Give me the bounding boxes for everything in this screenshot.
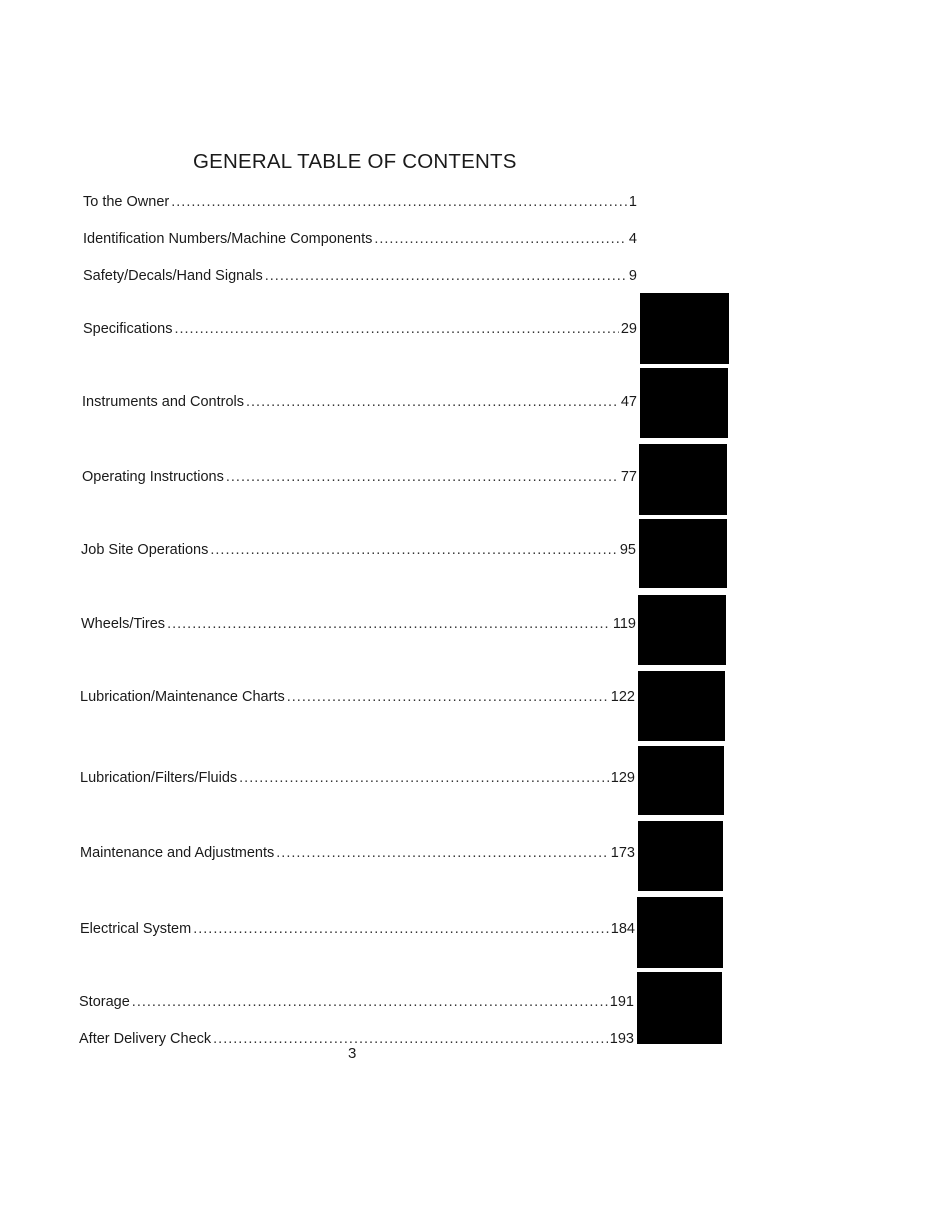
toc-leader-dots xyxy=(193,920,609,938)
toc-leader-dots xyxy=(174,320,618,338)
toc-entry-page: 129 xyxy=(610,770,635,786)
toc-entry-page: 119 xyxy=(612,616,636,632)
toc-entry-to-the-owner[interactable] xyxy=(83,193,637,211)
page-number: 3 xyxy=(348,1045,357,1062)
toc-entry-label: Wheels/Tires xyxy=(81,616,166,632)
toc-entry-page: 122 xyxy=(610,689,635,705)
toc-entry-page: 95 xyxy=(619,542,636,558)
toc-entry-page: 29 xyxy=(620,321,637,337)
toc-leader-dots xyxy=(213,1030,608,1048)
toc-entry-electrical-system[interactable] xyxy=(80,920,635,938)
index-tab-storage[interactable] xyxy=(637,972,722,1044)
toc-leader-dots xyxy=(374,230,627,248)
toc-entry-page: 77 xyxy=(620,469,637,485)
toc-entry-identification-numbers[interactable] xyxy=(83,230,637,248)
index-tab-instruments-and-controls[interactable] xyxy=(640,368,728,438)
toc-leader-dots xyxy=(246,393,619,411)
toc-entry-label: Lubrication/Maintenance Charts xyxy=(80,689,285,705)
toc-leader-dots xyxy=(226,468,619,486)
toc-entry-label: After Delivery Check xyxy=(79,1031,212,1047)
toc-entry-page: 193 xyxy=(609,1031,634,1047)
index-tab-wheels-tires[interactable] xyxy=(638,595,726,665)
toc-entry-label: Operating Instructions xyxy=(82,469,224,485)
toc-entry-label: Job Site Operations xyxy=(81,542,209,558)
toc-entry-specifications[interactable] xyxy=(83,320,637,338)
toc-entry-page: 191 xyxy=(609,994,634,1010)
toc-entry-maintenance-and-adjustments[interactable] xyxy=(80,844,635,862)
toc-entry-lubrication-filters-fluids[interactable] xyxy=(80,769,635,787)
toc-entry-safety[interactable] xyxy=(83,267,637,285)
toc-leader-dots xyxy=(132,993,608,1011)
toc-leader-dots xyxy=(210,541,618,559)
index-tab-job-site-operations[interactable] xyxy=(639,519,727,588)
toc-entry-after-delivery-check[interactable] xyxy=(79,1030,634,1048)
toc-entry-page: 1 xyxy=(628,194,637,210)
toc-entry-label: Identification Numbers/Machine Components xyxy=(83,231,373,247)
toc-entry-label: Safety/Decals/Hand Signals xyxy=(83,268,263,284)
toc-entry-job-site-operations[interactable] xyxy=(81,541,636,559)
toc-entry-wheels-tires[interactable] xyxy=(81,615,636,633)
toc-leader-dots xyxy=(287,688,609,706)
index-tab-lubrication-maintenance-charts[interactable] xyxy=(638,671,725,741)
index-tab-electrical-system[interactable] xyxy=(637,897,723,968)
index-tab-operating-instructions[interactable] xyxy=(639,444,727,515)
toc-entry-label: Electrical System xyxy=(80,921,192,937)
toc-leader-dots xyxy=(167,615,611,633)
toc-entry-label: Instruments and Controls xyxy=(82,394,244,410)
toc-leader-dots xyxy=(171,193,627,211)
toc-entry-label: Storage xyxy=(79,994,130,1010)
toc-entry-label: Specifications xyxy=(83,321,173,337)
toc-entry-page: 9 xyxy=(628,268,637,284)
toc-entry-page: 4 xyxy=(628,231,637,247)
toc-entry-label: Lubrication/Filters/Fluids xyxy=(80,770,238,786)
toc-entry-storage[interactable] xyxy=(79,993,634,1011)
toc-leader-dots xyxy=(276,844,609,862)
page-title: GENERAL TABLE OF CONTENTS xyxy=(193,150,517,173)
toc-leader-dots xyxy=(265,267,627,285)
toc-entry-label: Maintenance and Adjustments xyxy=(80,845,275,861)
toc-entry-instruments-and-controls[interactable] xyxy=(82,393,637,411)
toc-entry-lubrication-maintenance-charts[interactable] xyxy=(80,688,635,706)
toc-entry-page: 47 xyxy=(620,394,637,410)
index-tab-lubrication-filters-fluids[interactable] xyxy=(638,746,724,815)
index-tab-specifications[interactable] xyxy=(640,293,729,364)
index-tab-maintenance-and-adjustments[interactable] xyxy=(638,821,723,891)
toc-entry-page: 173 xyxy=(610,845,635,861)
toc-entry-page: 184 xyxy=(610,921,635,937)
toc-entry-label: To the Owner xyxy=(83,194,170,210)
toc-leader-dots xyxy=(239,769,609,787)
toc-entry-operating-instructions[interactable] xyxy=(82,468,637,486)
